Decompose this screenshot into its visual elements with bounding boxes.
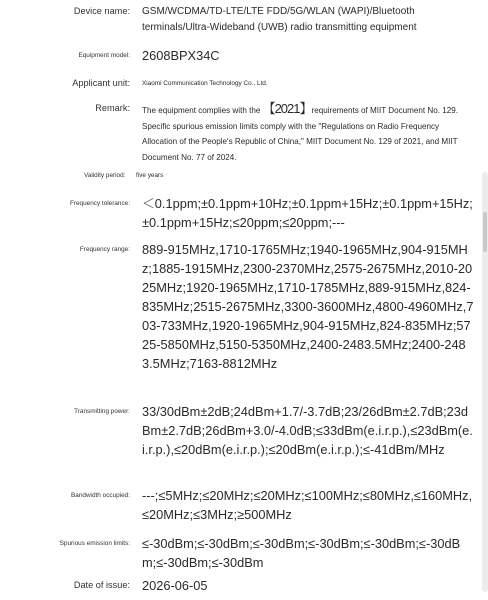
equipment-model-label: Equipment model: [78, 52, 130, 59]
spurious-emission-limits-value: ≤-30dBm;≤-30dBm;≤-30dBm;≤-30dBm;≤-30dBm;≤-30dBm;≤-30dBm;≤-30dBm [142, 536, 461, 570]
remark-rest: requirements of MIIT Document No. 129. Specific spurious emission limits comply with the "Regulations on Radio Frequency Allocation of the People's Republic of China," MIIT Document No. 129 of 2021, and MIIT Document No. 77 of 2024. [142, 106, 459, 162]
remark-label: Remark: [95, 103, 130, 113]
remark-document-year: 【2021】 [262, 101, 312, 116]
applicant-unit-value: Xiaomi Communication Technology Co., Ltd. [142, 80, 268, 87]
remark-value [142, 101, 474, 165]
remark-prefix: The equipment complies with the [142, 106, 263, 115]
frequency-range-value: 889-915MHz,1710-1765MHz;1940-1965MHz,904-915MHz;1885-1915MHz,2300-2370MHz,2575-2675MHz,2010-2025MHz;1920-1965MHz,1710-1785MHz,889-915MHz,824-835MHz;2515-2675MHz,3300-3600MHz,4800-4960MHz,703-733MHz,1920-1965MHz,904-915MHz,824-835MHz;5725-5850MHz,5150-5350MHz,2400-2483.5MHz;2400-2483.5MHz;7163-8812MHz [142, 242, 474, 371]
date-of-issue-value: 2026-06-05 [142, 578, 208, 593]
device-name-value: GSM/WCDMA/TD-LTE/LTE FDD/5G/WLAN (WAPI)/Bluetooth terminals/Ultra-Wideband (UWB) radio transmitting equipment [142, 6, 417, 33]
validity-period-value: five years [136, 172, 164, 179]
scrollbar-thumb[interactable] [483, 212, 487, 252]
bandwidth-occupied-label: Bandwidth occupied: [71, 492, 130, 499]
transmitting-power-label: Transmitting power: [74, 408, 130, 415]
transmitting-power-value: 33/30dBm±2dB;24dBm+1.7/-3.7dB;23/26dBm±2.7dB;23dBm±2.7dB;26dBm+3.0/-4.0dB;≤33dBm(e.i.r.p.),≤23dBm(e.i.r.p.),≤20dBm(e.i.r.p.);≤20dBm(e.i.r.p.);≤-41dBm/MHz [142, 404, 473, 457]
date-of-issue-label: Date of issue: [73, 580, 130, 590]
equipment-model-value: 2608BPX34C [142, 48, 220, 63]
spurious-emission-limits-label: Spurious emission limits: [59, 540, 130, 547]
frequency-tolerance-label: Frequency tolerance: [69, 200, 130, 207]
frequency-tolerance-value: ＜0.1ppm;±0.1ppm+10Hz;±0.1ppm+15Hz;±0.1ppm+15Hz;±0.1ppm+15Hz;≤20ppm;≤20ppm;--- [142, 196, 473, 230]
vertical-scrollbar[interactable] [482, 172, 488, 592]
applicant-unit-label: Applicant unit: [72, 78, 130, 88]
validity-period-label: Validity period: [84, 172, 126, 179]
frequency-range-label: Frequency range: [79, 246, 130, 253]
bandwidth-occupied-value: ---;≤5MHz;≤20MHz;≤20MHz;≤100MHz;≤80MHz,≤160MHz,≤20MHz;≤3MHz;≥500MHz [142, 488, 473, 522]
device-name-label: Device name: [73, 6, 130, 16]
